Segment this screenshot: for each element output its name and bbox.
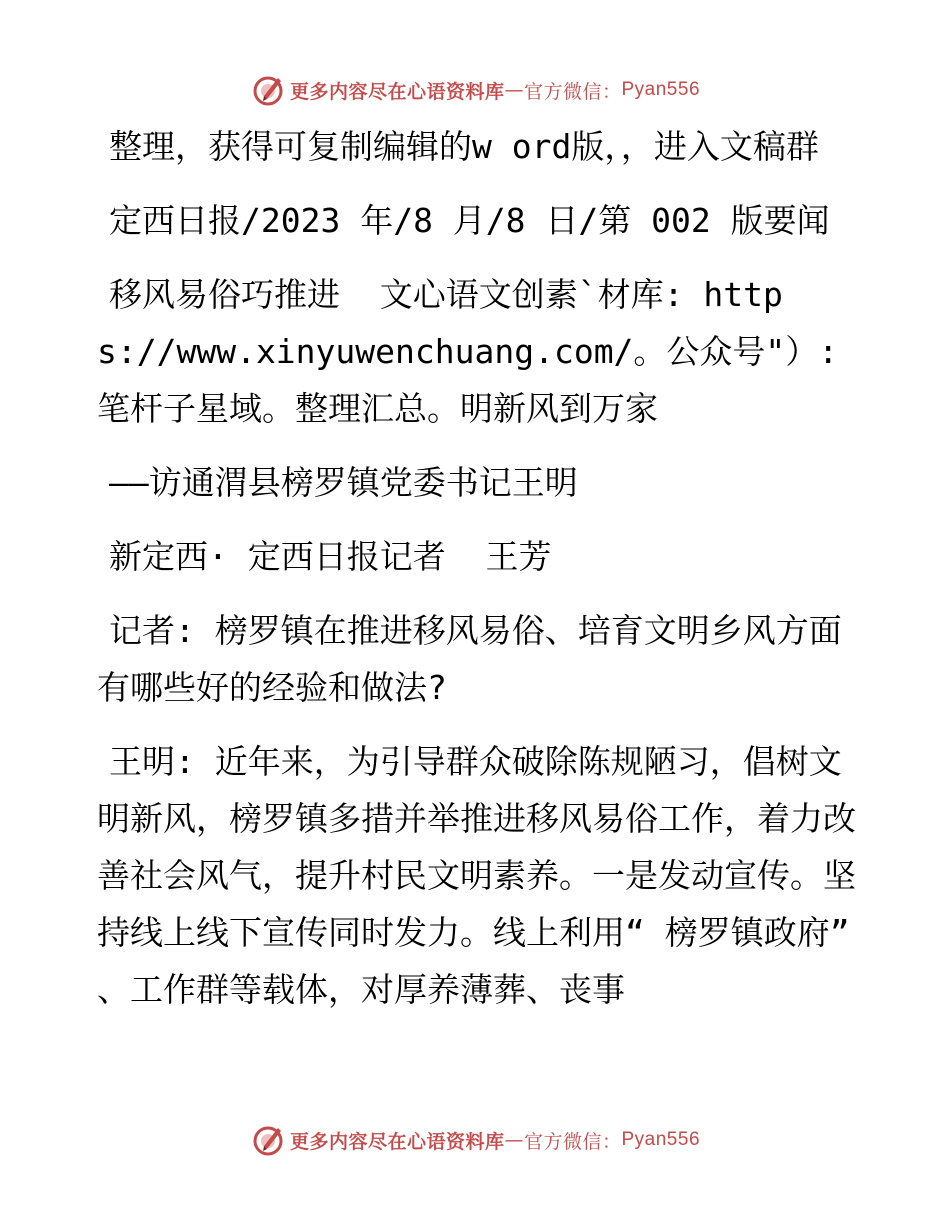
footer-watermark-banner: [0, 1120, 950, 1160]
banner-sub-text: 官方微信：: [523, 80, 622, 103]
banner-main-text: 更多内容尽在心语资料库: [289, 1130, 505, 1153]
doc-paragraph-headline: 移风易俗巧推进 文心语文创素`材库: https://www.xinyuwenchuang.com/。公众号"）: 笔杆子星域。整理汇总。明新风到万家: [97, 275, 859, 428]
banner-wechat-id: Pyan556: [621, 79, 701, 100]
banner-dash: —: [504, 1129, 524, 1151]
banner-dash: —: [504, 79, 524, 101]
doc-paragraph-intro: 整理，获得可复制编辑的w ord版，，进入文稿群: [109, 127, 819, 166]
pen-circle-logo-icon: [250, 1122, 286, 1158]
doc-paragraph-question: 记者: 榜罗镇在推进移风易俗、培育文明乡风方面有哪些好的经验和做法?: [97, 611, 842, 707]
header-watermark-banner: [0, 70, 950, 110]
doc-paragraph-subtitle: ——访通渭县榜罗镇党委书记王明: [109, 463, 578, 502]
pen-circle-logo-icon: [250, 72, 286, 108]
banner-sub-text: 官方微信：: [523, 1130, 622, 1153]
doc-paragraph-byline: 新定西· 定西日报记者 王芳: [109, 537, 552, 576]
doc-paragraph-source: 定西日报/2023 年/8 月/8 日/第 002 版要闻: [109, 201, 830, 240]
banner-main-text: 更多内容尽在心语资料库: [289, 80, 505, 103]
banner-wechat-id: Pyan556: [621, 1129, 701, 1150]
doc-paragraph-answer: 王明: 近年来，为引导群众破除陈规陋习，倡树文明新风，榜罗镇多措并举推进移风易俗工作，着力改善社会风气，提升村民文明素养。一是发动宣传。坚持线上线下宣传同时发力。线上利用“ 榜罗镇政府” 、工作群等载体，对厚养薄葬、丧事: [97, 742, 870, 1009]
document-body: [97, 118, 870, 1035]
